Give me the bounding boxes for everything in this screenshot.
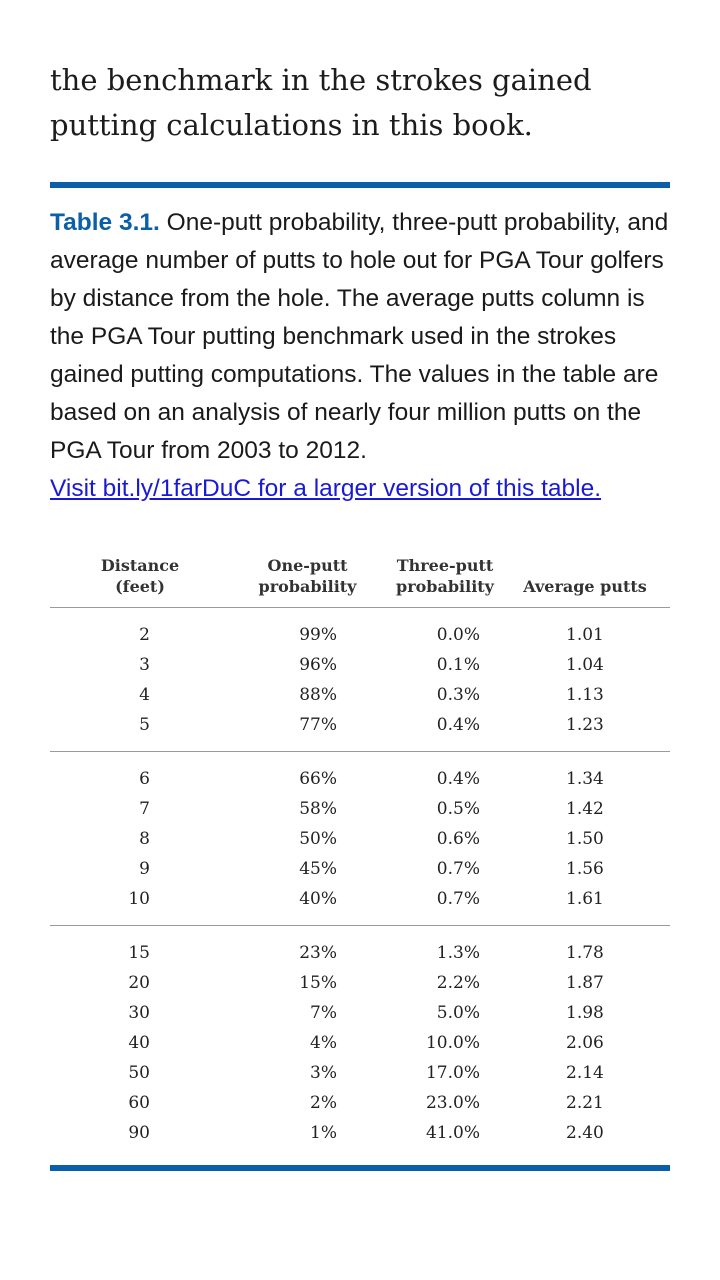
cell-average-putts: 1.87 — [566, 973, 604, 993]
cell-average-putts: 2.40 — [566, 1123, 604, 1143]
cell-average-putts: 2.06 — [566, 1033, 604, 1053]
cell-distance: 9 — [139, 859, 150, 879]
table-row — [50, 1118, 670, 1148]
cell-one-putt: 4% — [310, 1033, 337, 1053]
cell-distance: 3 — [139, 655, 150, 675]
cell-three-putt: 1.3% — [436, 943, 480, 963]
cell-one-putt: 3% — [310, 1063, 337, 1083]
table-row — [50, 650, 670, 680]
cell-distance: 90 — [128, 1123, 150, 1143]
cell-average-putts: 1.78 — [566, 943, 604, 963]
cell-one-putt: 96% — [299, 655, 337, 675]
cell-one-putt: 2% — [310, 1093, 337, 1113]
table-row — [50, 710, 670, 740]
table-row-group — [50, 752, 670, 926]
cell-three-putt: 0.7% — [436, 859, 480, 879]
cell-distance: 20 — [128, 973, 150, 993]
cell-distance: 7 — [139, 799, 150, 819]
cell-three-putt: 0.0% — [436, 625, 480, 645]
cell-average-putts: 1.42 — [566, 799, 604, 819]
cell-distance: 60 — [128, 1093, 150, 1113]
cell-one-putt: 99% — [299, 625, 337, 645]
table-row — [50, 764, 670, 794]
table-row — [50, 1028, 670, 1058]
cell-average-putts: 1.98 — [566, 1003, 604, 1023]
table-row — [50, 884, 670, 914]
cell-distance: 15 — [128, 943, 150, 963]
cell-distance: 2 — [139, 625, 150, 645]
cell-distance: 50 — [128, 1063, 150, 1083]
table-bottom-rule — [50, 1165, 670, 1171]
table-top-rule — [50, 182, 670, 188]
table-header — [50, 555, 670, 608]
cell-average-putts: 1.50 — [566, 829, 604, 849]
cell-three-putt: 0.1% — [436, 655, 480, 675]
cell-three-putt: 17.0% — [425, 1063, 480, 1083]
cell-one-putt: 23% — [299, 943, 337, 963]
cell-one-putt: 50% — [299, 829, 337, 849]
cell-distance: 30 — [128, 1003, 150, 1023]
cell-one-putt: 88% — [299, 685, 337, 705]
cell-average-putts: 2.14 — [566, 1063, 604, 1083]
table-row — [50, 794, 670, 824]
header-three-putt: Three-putt probability — [396, 556, 494, 596]
header-average-putts: Average putts — [523, 577, 647, 596]
cell-three-putt: 0.3% — [436, 685, 480, 705]
cell-three-putt: 0.6% — [436, 829, 480, 849]
cell-distance: 4 — [139, 685, 150, 705]
cell-average-putts: 1.56 — [566, 859, 604, 879]
cell-three-putt: 0.4% — [436, 769, 480, 789]
cell-three-putt: 2.2% — [436, 973, 480, 993]
cell-distance: 6 — [139, 769, 150, 789]
cell-distance: 8 — [139, 829, 150, 849]
cell-average-putts: 1.13 — [566, 685, 604, 705]
intro-paragraph: the benchmark in the strokes gained putting calculations in this book. — [50, 63, 592, 142]
table-row — [50, 854, 670, 884]
cell-one-putt: 40% — [299, 889, 337, 909]
cell-distance: 5 — [139, 715, 150, 735]
cell-one-putt: 77% — [299, 715, 337, 735]
table-row — [50, 1058, 670, 1088]
cell-three-putt: 23.0% — [425, 1093, 480, 1113]
cell-three-putt: 0.5% — [436, 799, 480, 819]
table-caption-label: Table 3.1. — [50, 209, 160, 236]
table-body — [50, 608, 670, 1159]
cell-average-putts: 1.34 — [566, 769, 604, 789]
cell-one-putt: 66% — [299, 769, 337, 789]
table-row — [50, 938, 670, 968]
putting-table — [50, 555, 670, 1159]
table-row — [50, 1088, 670, 1118]
cell-three-putt: 0.7% — [436, 889, 480, 909]
cell-distance: 10 — [128, 889, 150, 909]
cell-distance: 40 — [128, 1033, 150, 1053]
cell-average-putts: 1.23 — [566, 715, 604, 735]
cell-one-putt: 58% — [299, 799, 337, 819]
cell-average-putts: 1.04 — [566, 655, 604, 675]
table-row — [50, 824, 670, 854]
cell-three-putt: 5.0% — [436, 1003, 480, 1023]
table-caption-text: One-putt probability, three-putt probability, and average number of putts to hole out for PGA Tour golfers by distance from the hole. The average putts column is the PGA Tour putting benchmark used in the strokes gained putting computations. The values in the table are based on an analysis of nearly four million putts on the PGA Tour from 2003 to 2012. — [50, 209, 669, 464]
header-one-putt: One-putt probability — [258, 556, 357, 596]
cell-three-putt: 0.4% — [436, 715, 480, 735]
cell-one-putt: 45% — [299, 859, 337, 879]
table-row — [50, 680, 670, 710]
cell-average-putts: 1.61 — [566, 889, 604, 909]
table-row-group — [50, 926, 670, 1159]
table-row-group — [50, 608, 670, 752]
cell-three-putt: 10.0% — [425, 1033, 480, 1053]
cell-one-putt: 1% — [310, 1123, 337, 1143]
table-row — [50, 968, 670, 998]
table-row — [50, 620, 670, 650]
header-distance: Distance (feet) — [100, 556, 180, 596]
cell-one-putt: 15% — [299, 973, 337, 993]
cell-average-putts: 2.21 — [566, 1093, 604, 1113]
table-caption — [50, 204, 675, 508]
cell-one-putt: 7% — [310, 1003, 337, 1023]
table-row — [50, 998, 670, 1028]
cell-three-putt: 41.0% — [425, 1123, 480, 1143]
larger-table-link[interactable]: Visit bit.ly/1farDuC for a larger version of this table. — [50, 475, 602, 502]
cell-average-putts: 1.01 — [566, 625, 604, 645]
